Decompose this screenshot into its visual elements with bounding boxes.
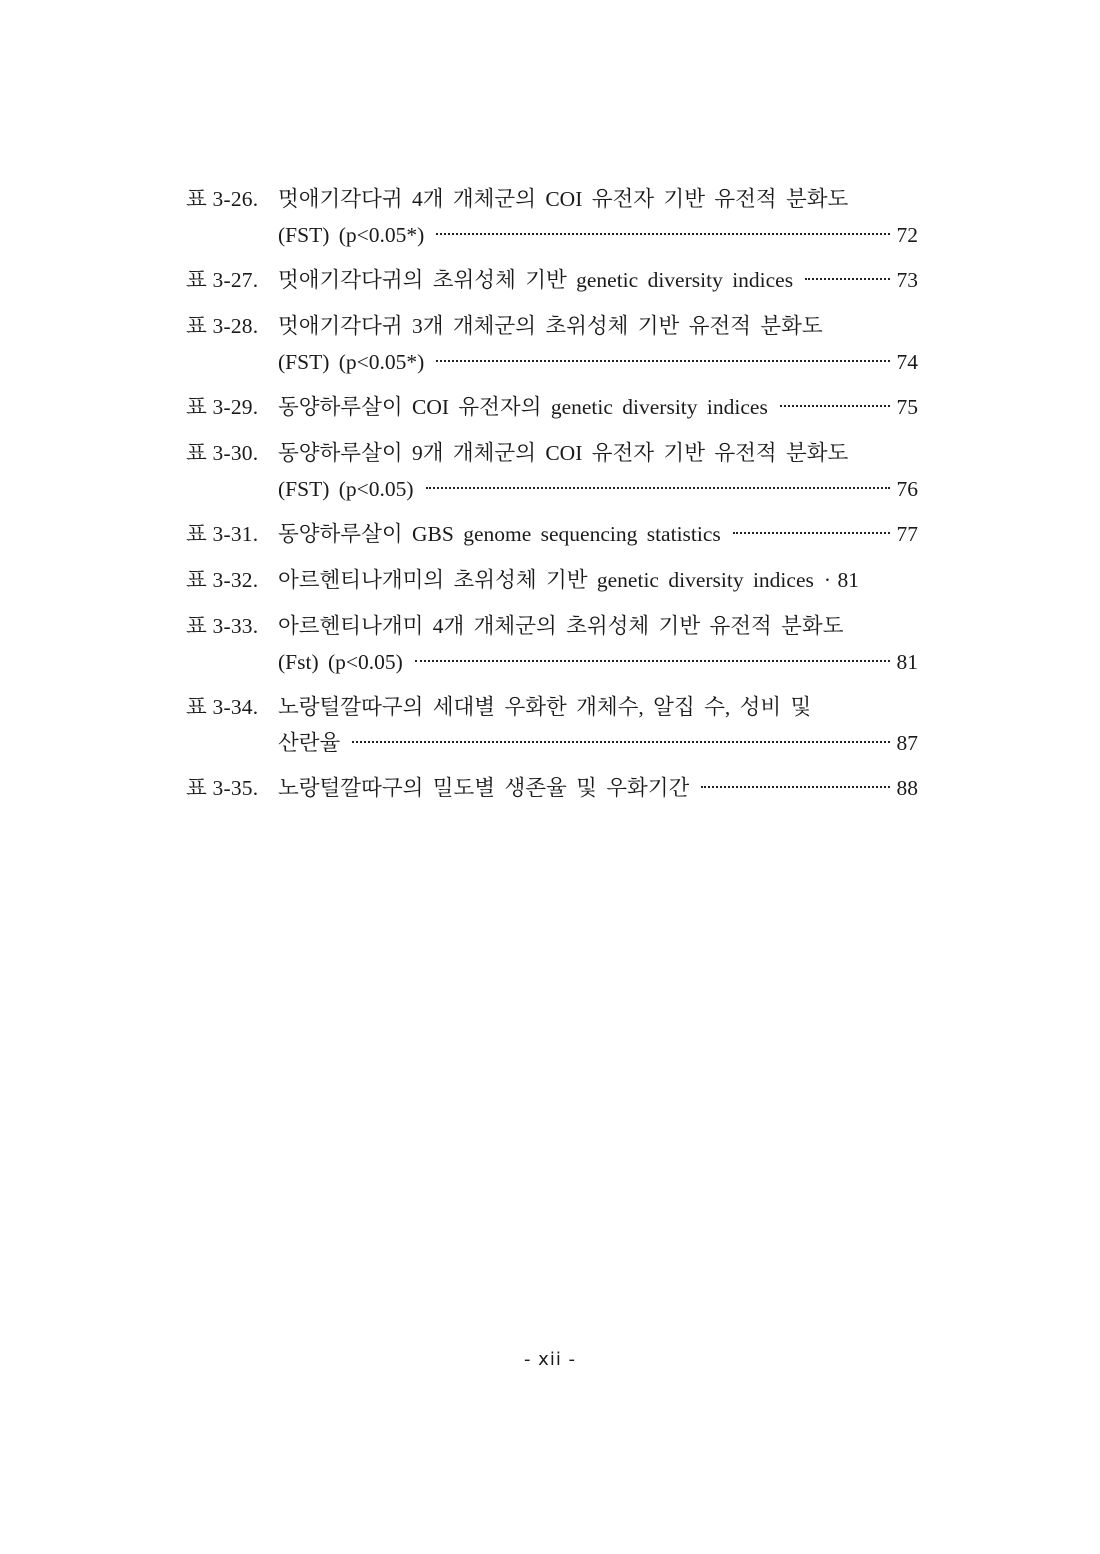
entry-number: 표 3-34.	[186, 695, 259, 719]
toc-entry[interactable]	[186, 770, 918, 807]
toc-entry[interactable]	[186, 389, 918, 426]
entry-title-continued: (FST) (p<0.05*)	[278, 350, 425, 374]
entry-number: 표 3-32.	[186, 568, 259, 592]
toc-entry[interactable]	[186, 516, 918, 553]
toc-entry[interactable]	[186, 181, 918, 253]
entry-title: 동양하루살이 GBS genome sequencing statistics	[278, 522, 721, 546]
toc-entry[interactable]	[186, 262, 918, 299]
dot-leader	[436, 233, 890, 235]
dot-leader	[780, 405, 890, 407]
page-number: 75	[896, 395, 918, 419]
entry-title-continued: (FST) (p<0.05*)	[278, 223, 425, 247]
entry-number: 표 3-30.	[186, 441, 259, 465]
table-of-contents-list	[186, 181, 918, 816]
page-number: 88	[896, 776, 918, 800]
entry-number: 표 3-27.	[186, 268, 259, 292]
entry-number: 표 3-26.	[186, 187, 259, 211]
entry-title: 동양하루살이 COI 유전자의 genetic diversity indices	[278, 395, 768, 419]
entry-title: 노랑털깔따구의 세대별 우화한 개체수, 알집 수, 성비 및	[278, 695, 812, 719]
entry-number: 표 3-33.	[186, 614, 259, 638]
toc-entry[interactable]	[186, 689, 918, 761]
entry-number: 표 3-31.	[186, 522, 259, 546]
entry-number: 표 3-35.	[186, 776, 259, 800]
page-number: 72	[896, 223, 918, 247]
page-number: 77	[896, 522, 918, 546]
toc-entry[interactable]	[186, 562, 918, 599]
page-footer-number: - xii -	[523, 1349, 577, 1370]
page-number: 73	[896, 268, 918, 292]
entry-number: 표 3-28.	[186, 314, 259, 338]
dot-leader	[701, 786, 890, 788]
entry-title: 동양하루살이 9개 개체군의 COI 유전자 기반 유전적 분화도	[278, 441, 849, 465]
dot-leader	[436, 360, 890, 362]
page-number: 87	[896, 731, 918, 755]
page-number: 76	[896, 477, 918, 501]
toc-entry[interactable]	[186, 608, 918, 680]
page-number: 81	[896, 650, 918, 674]
entry-title: 멋애기각다귀의 초위성체 기반 genetic diversity indices	[278, 268, 794, 292]
page-number: 74	[896, 350, 918, 374]
dot-leader	[352, 741, 890, 743]
dot-leader	[733, 532, 890, 534]
toc-entry[interactable]	[186, 308, 918, 380]
entry-title: 노랑털깔따구의 밀도별 생존율 및 우화기간	[278, 776, 690, 800]
dot-leader	[805, 278, 890, 280]
page-number: 81	[837, 568, 860, 592]
entry-title: 아르헨티나개미의 초위성체 기반 genetic diversity indices	[278, 568, 814, 592]
toc-entry[interactable]	[186, 435, 918, 507]
entry-title-continued: 산란율	[278, 731, 341, 755]
dot-leader	[415, 660, 890, 662]
entry-title: 멋애기각다귀 4개 개체군의 COI 유전자 기반 유전적 분화도	[278, 187, 849, 211]
entry-title-continued: (FST) (p<0.05)	[278, 477, 414, 501]
dot-leader	[426, 487, 890, 489]
entry-number: 표 3-29.	[186, 395, 259, 419]
entry-title: 멋애기각다귀 3개 개체군의 초위성체 기반 유전적 분화도	[278, 314, 823, 338]
dot-leader: ·	[823, 568, 832, 592]
entry-title-continued: (Fst) (p<0.05)	[278, 650, 403, 674]
entry-title: 아르헨티나개미 4개 개체군의 초위성체 기반 유전적 분화도	[278, 614, 844, 638]
